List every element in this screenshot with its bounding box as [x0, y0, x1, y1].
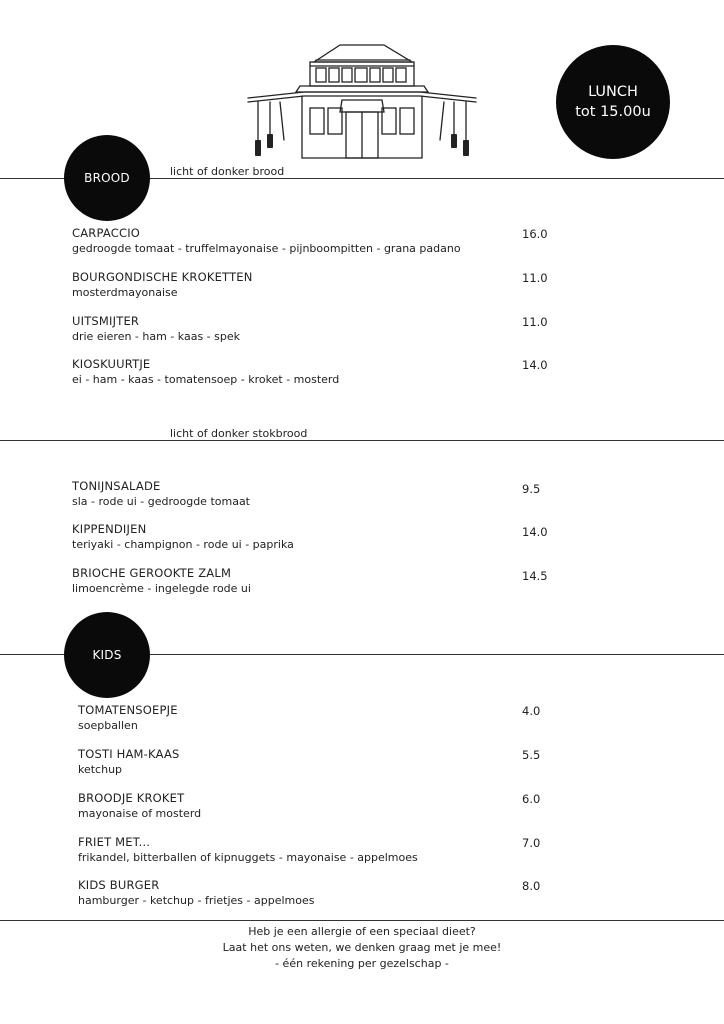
lunch-hours: tot 15.00u — [575, 104, 651, 120]
menu-item — [78, 703, 698, 733]
menu-item — [72, 522, 692, 552]
item-name: CARPACCIO — [72, 226, 141, 240]
footer-divider — [0, 920, 724, 921]
item-name: TOSTI HAM-KAAS — [78, 747, 180, 761]
item-name: BROODJE KROKET — [78, 791, 185, 805]
allergy-invitation: Laat het ons weten, we denken graag met je mee! — [222, 941, 502, 954]
billing-note: - één rekening per gezelschap - — [275, 957, 449, 970]
stokbrood-subtitle: licht of donker stokbrood — [170, 427, 308, 440]
menu-item — [78, 791, 698, 821]
item-price: 6.0 — [522, 792, 541, 806]
item-price: 14.0 — [522, 525, 548, 539]
brood-badge-label: BROOD — [84, 171, 130, 185]
kids-badge-label: KIDS — [92, 648, 122, 662]
item-name: TONIJNSALADE — [72, 479, 161, 493]
item-price: 4.0 — [522, 704, 541, 718]
allergy-question: Heb je een allergie of een speciaal dieet? — [248, 925, 476, 938]
item-name: FRIET MET... — [78, 835, 151, 849]
item-name: BOURGONDISCHE KROKETTEN — [72, 270, 253, 284]
item-name: KIPPENDIJEN — [72, 522, 147, 536]
brood-subtitle: licht of donker brood — [170, 165, 285, 178]
item-price: 14.5 — [522, 569, 548, 583]
item-description: soepballen — [78, 719, 138, 732]
menu-item — [72, 314, 692, 344]
item-description: teriyaki - champignon - rode ui - paprika — [72, 538, 294, 551]
brood-badge — [64, 135, 150, 221]
item-description: frikandel, bitterballen of kipnuggets - mayonaise - appelmoes — [78, 851, 418, 864]
item-description: sla - rode ui - gedroogde tomaat — [72, 495, 250, 508]
kids-badge — [64, 612, 150, 698]
item-price: 9.5 — [522, 482, 541, 496]
item-price: 7.0 — [522, 836, 541, 850]
menu-item — [72, 479, 692, 509]
item-name: UITSMIJTER — [72, 314, 140, 328]
building-sketch-logo — [244, 40, 480, 165]
item-price: 16.0 — [522, 227, 548, 241]
menu-item — [78, 747, 698, 777]
footer-note — [0, 924, 724, 972]
item-description: gedroogde tomaat - truffelmayonaise - pijnboompitten - grana padano — [72, 242, 461, 255]
menu-item — [72, 226, 692, 256]
lunch-hours-badge — [556, 45, 670, 159]
item-name: KIOSKUURTJE — [72, 357, 151, 371]
menu-item — [72, 270, 692, 300]
item-price: 11.0 — [522, 271, 548, 285]
item-price: 8.0 — [522, 879, 541, 893]
stokbrood-divider — [0, 440, 724, 441]
item-price: 11.0 — [522, 315, 548, 329]
item-description: hamburger - ketchup - frietjes - appelmoes — [78, 894, 315, 907]
item-description: drie eieren - ham - kaas - spek — [72, 330, 240, 343]
menu-item — [78, 878, 698, 908]
item-name: KIDS BURGER — [78, 878, 160, 892]
item-description: limoencrème - ingelegde rode ui — [72, 582, 251, 595]
item-name: BRIOCHE GEROOKTE ZALM — [72, 566, 232, 580]
item-description: mayonaise of mosterd — [78, 807, 202, 820]
item-price: 14.0 — [522, 358, 548, 372]
item-price: 5.5 — [522, 748, 541, 762]
item-description: ei - ham - kaas - tomatensoep - kroket - mosterd — [72, 373, 340, 386]
menu-item — [72, 566, 692, 596]
item-description: mosterdmayonaise — [72, 286, 178, 299]
menu-item — [78, 835, 698, 865]
menu-item — [72, 357, 692, 387]
item-description: ketchup — [78, 763, 123, 776]
lunch-label: LUNCH — [588, 84, 638, 100]
item-name: TOMATENSOEPJE — [78, 703, 178, 717]
